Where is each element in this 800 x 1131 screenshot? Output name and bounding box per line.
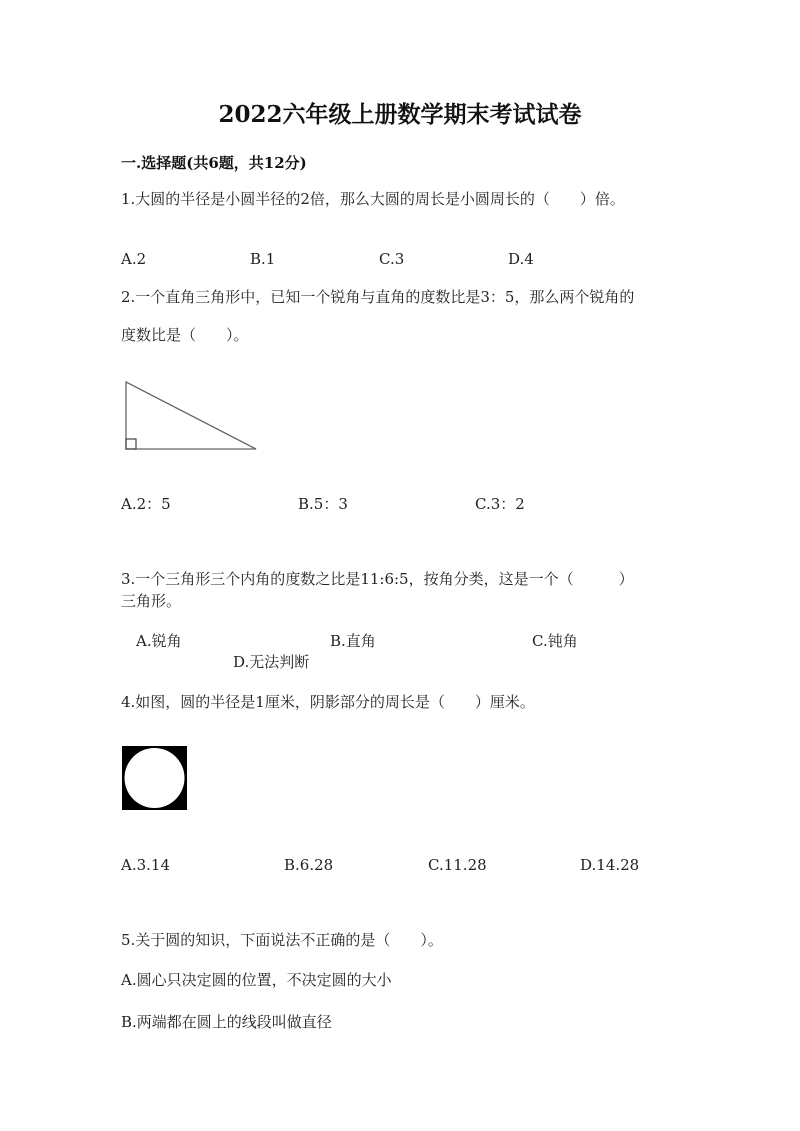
q1-option-c: C.3	[379, 250, 405, 268]
question-1-text: 1.大圆的半径是小圆半径的2倍，那么大圆的周长是小圆周长的（ ）倍。	[121, 190, 625, 208]
q2-option-c: C.3：2	[475, 495, 525, 513]
question-2-line-1: 2.一个直角三角形中，已知一个锐角与直角的度数比是3：5，那么两个锐角的	[121, 288, 635, 306]
q2-option-b: B.5：3	[298, 495, 348, 513]
triangle-outline	[126, 382, 256, 449]
q3-option-c: C.钝角	[532, 632, 578, 650]
q4-option-d: D.14.28	[580, 856, 640, 874]
q4-option-c: C.11.28	[428, 856, 487, 874]
circle-in-square-figure	[122, 746, 187, 810]
question-4-text: 4.如图，圆的半径是1厘米，阴影部分的周长是（ ）厘米。	[121, 693, 535, 711]
inscribed-circle	[125, 748, 185, 808]
q4-option-a: A.3.14	[121, 856, 170, 874]
q1-option-b: B.1	[250, 250, 276, 268]
question-5-text: 5.关于圆的知识，下面说法不正确的是（ ）。	[121, 931, 443, 949]
q2-option-a: A.2：5	[121, 495, 171, 513]
q4-option-b: B.6.28	[284, 856, 334, 874]
q3-option-a: A.锐角	[136, 632, 182, 650]
q3-option-d: D.无法判断	[233, 653, 310, 671]
question-3-line-1: 3.一个三角形三个内角的度数之比是11:6:5，按角分类，这是一个（ ）	[121, 570, 634, 588]
page-title: 2022六年级上册数学期末考试试卷	[218, 101, 582, 128]
question-2-line-2: 度数比是（ ）。	[121, 326, 249, 344]
q1-option-d: D.4	[508, 250, 534, 268]
question-3-line-2: 三角形。	[121, 592, 182, 610]
q3-option-b: B.直角	[330, 632, 376, 650]
q1-option-a: A.2	[121, 250, 147, 268]
right-triangle-figure	[118, 378, 264, 456]
right-angle-mark	[126, 439, 136, 449]
q5-option-b: B.两端都在圆上的线段叫做直径	[121, 1013, 332, 1031]
q5-option-a: A.圆心只决定圆的位置，不决定圆的大小	[121, 971, 392, 989]
section-heading: 一.选择题(共6题，共12分)	[121, 154, 307, 172]
